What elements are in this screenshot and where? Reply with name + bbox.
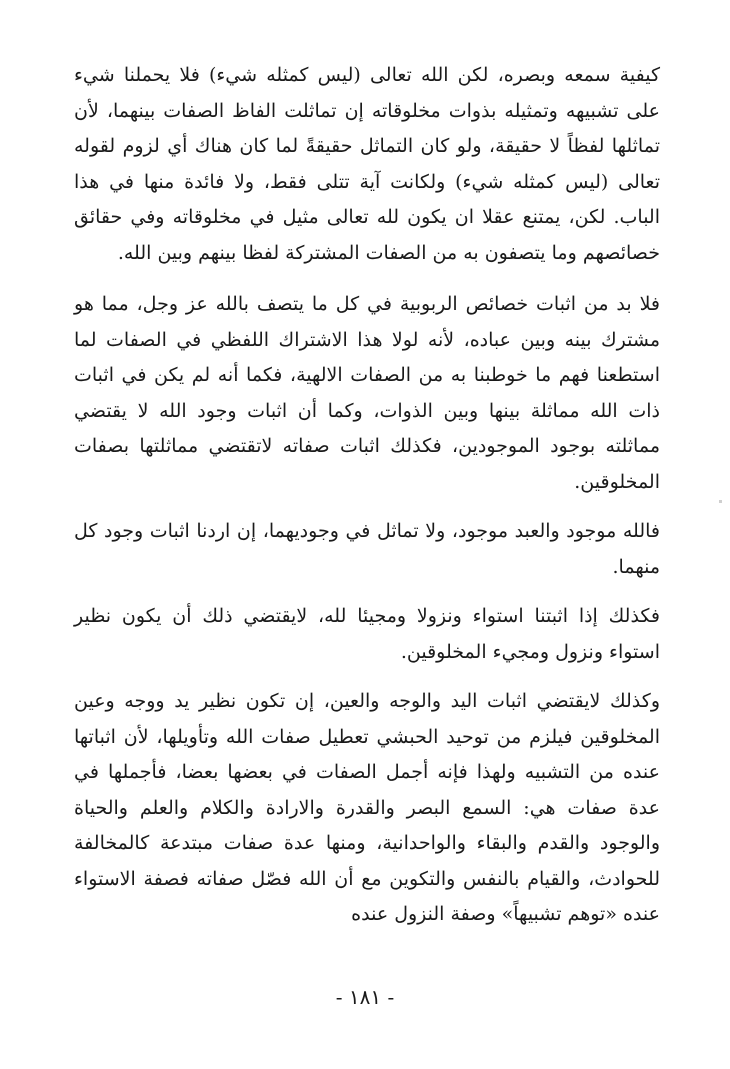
- paragraph-3: فالله موجود والعبد موجود، ولا تماثل في وجوديهما، إن اردنا اثبات وجود كل منهما.: [74, 520, 660, 578]
- paragraph-1: كيفية سمعه وبصره، لكن الله تعالى (ليس كمثله شيء) فلا يحملنا شيء على تشبيهه وتمثيله بذوات مخلوقاته إن تماثلت الفاظ الصفات بينهما، لأن تماثلها لفظاً لا حقيقة، ولو كان التماثل حقيقةً لما كان هناك أي لزوم لقوله تعالى (ليس كمثله شيء) ولكانت آية تتلى فقط، ولا فائدة منها في هذا الباب. لكن، يمتنع عقلا ان يكون لله تعالى مثيل في مخلوقاته وفي حقائق خصائصهم وما يتصفون به من الصفات المشتركة لفظا بينهم وبين الله.: [74, 64, 660, 264]
- page-number: - ١٨١ -: [335, 985, 395, 1009]
- page-body: [74, 58, 660, 947]
- paragraph-5: وكذلك لايقتضي اثبات اليد والوجه والعين، إن تكون نظير يد ووجه وعين المخلوقين فيلزم من توحيد الحبشي تعطيل صفات الله وتأويلها، لأن اثباتها عنده من التشبيه ولهذا فإنه أجمل الصفات في بعضها بعضا، فأجملها في عدة صفات هي: السمع البصر والقدرة والارادة والكلام والعلم والحياة والوجود والقدم والبقاء والواحدانية، ومنها عدة صفات مبتدعة كالمخالفة للحوادث، والقيام بالنفس والتكوين مع أن الله فصّل صفاته فصفة الاستواء عنده «توهم تشبيهاً» وصفة النزول عنده: [74, 690, 660, 925]
- paragraph-2: فلا بد من اثبات خصائص الربوبية في كل ما يتصف بالله عز وجل، مما هو مشترك بينه وبين عباده، لأنه لولا هذا الاشتراك اللفظي في الصفات لما استطعنا فهم ما خوطبنا به من الصفات الالهية، فكما أنه لم يكن في اثبات ذات الله مماثلة بينها وبين الذوات، وكما أن اثبات وجود الله لا يقتضي مماثلته بوجود الموجودين، فكذلك اثبات صفاته لاتقتضي مماثلتها بصفات المخلوقين.: [74, 293, 660, 493]
- scan-speck: [719, 500, 722, 503]
- paragraph-4: فكذلك إذا اثبتنا استواء ونزولا ومجيئا لله، لايقتضي ذلك أن يكون نظير استواء ونزول ومجيء المخلوقين.: [74, 605, 660, 663]
